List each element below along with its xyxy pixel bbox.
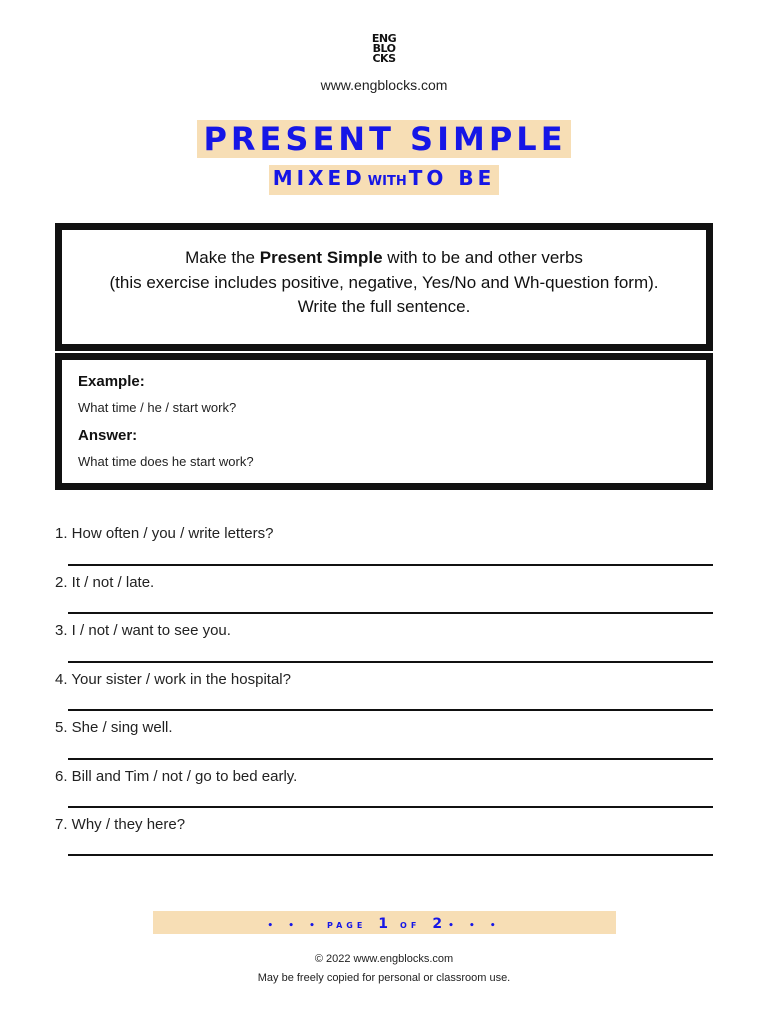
page-word: PAGE [326, 921, 367, 930]
question-3: 3. I / not / want to see you. [55, 622, 231, 639]
answer-line-5[interactable] [68, 758, 713, 760]
page-dots-left: • • • [267, 921, 321, 931]
question-6: 6. Bill and Tim / not / go to bed early. [55, 768, 298, 785]
website-url: www.engblocks.com [320, 77, 448, 93]
subtitle-with: WITH [367, 174, 407, 189]
example-box [55, 353, 713, 490]
logo-line-1: ENG [371, 32, 397, 45]
subtitle-wrapper [0, 165, 768, 195]
answer-line-1[interactable] [68, 564, 713, 566]
usage-note: May be freely copied for personal or classroom use. [257, 972, 511, 984]
engblocks-logo [0, 34, 768, 64]
answer-line-4[interactable] [68, 709, 713, 711]
question-2: 2. It / not / late. [55, 574, 155, 591]
question-4: 4. Your sister / work in the hospital? [55, 671, 291, 688]
title-wrapper [0, 120, 768, 158]
question-7: 7. Why / they here? [55, 816, 186, 833]
question-1: 1. How often / you / write letters? [55, 525, 274, 542]
example-label: Example: [78, 373, 145, 390]
instructions-box [55, 223, 713, 351]
page-dots-right: • • • [448, 921, 502, 931]
page-total: 2 [432, 916, 443, 932]
page-subtitle [269, 165, 499, 195]
answer-label: Answer: [78, 427, 138, 444]
question-5: 5. She / sing well. [55, 719, 173, 736]
instructions-line-3: Write the full sentence. [297, 297, 471, 316]
answer-text: What time does he start work? [78, 454, 254, 469]
instructions-suffix: with to be and other verbs [382, 248, 583, 267]
answer-line-2[interactable] [68, 612, 713, 614]
page-title: PRESENT SIMPLE [197, 120, 570, 158]
answer-line-7[interactable] [68, 854, 713, 856]
instructions-line-2: (this exercise includes positive, negative, Yes/No and Wh-question form). [109, 272, 659, 292]
of-word: OF [400, 921, 421, 930]
copyright: © 2022 www.engblocks.com [314, 953, 454, 965]
answer-line-3[interactable] [68, 661, 713, 663]
subtitle-mixed: MIXED [272, 166, 366, 190]
example-text: What time / he / start work? [78, 400, 237, 415]
answer-line-6[interactable] [68, 806, 713, 808]
instructions-prefix: Make the [185, 248, 260, 267]
page-indicator [153, 911, 616, 934]
subtitle-to-be: TO BE [408, 166, 496, 190]
instructions-line-1 [62, 246, 706, 271]
page-current: 1 [378, 916, 389, 932]
instructions-bold-term: Present Simple [259, 248, 383, 267]
logo-line-2: BLO [372, 42, 396, 55]
logo-line-3: CKS [372, 52, 396, 65]
